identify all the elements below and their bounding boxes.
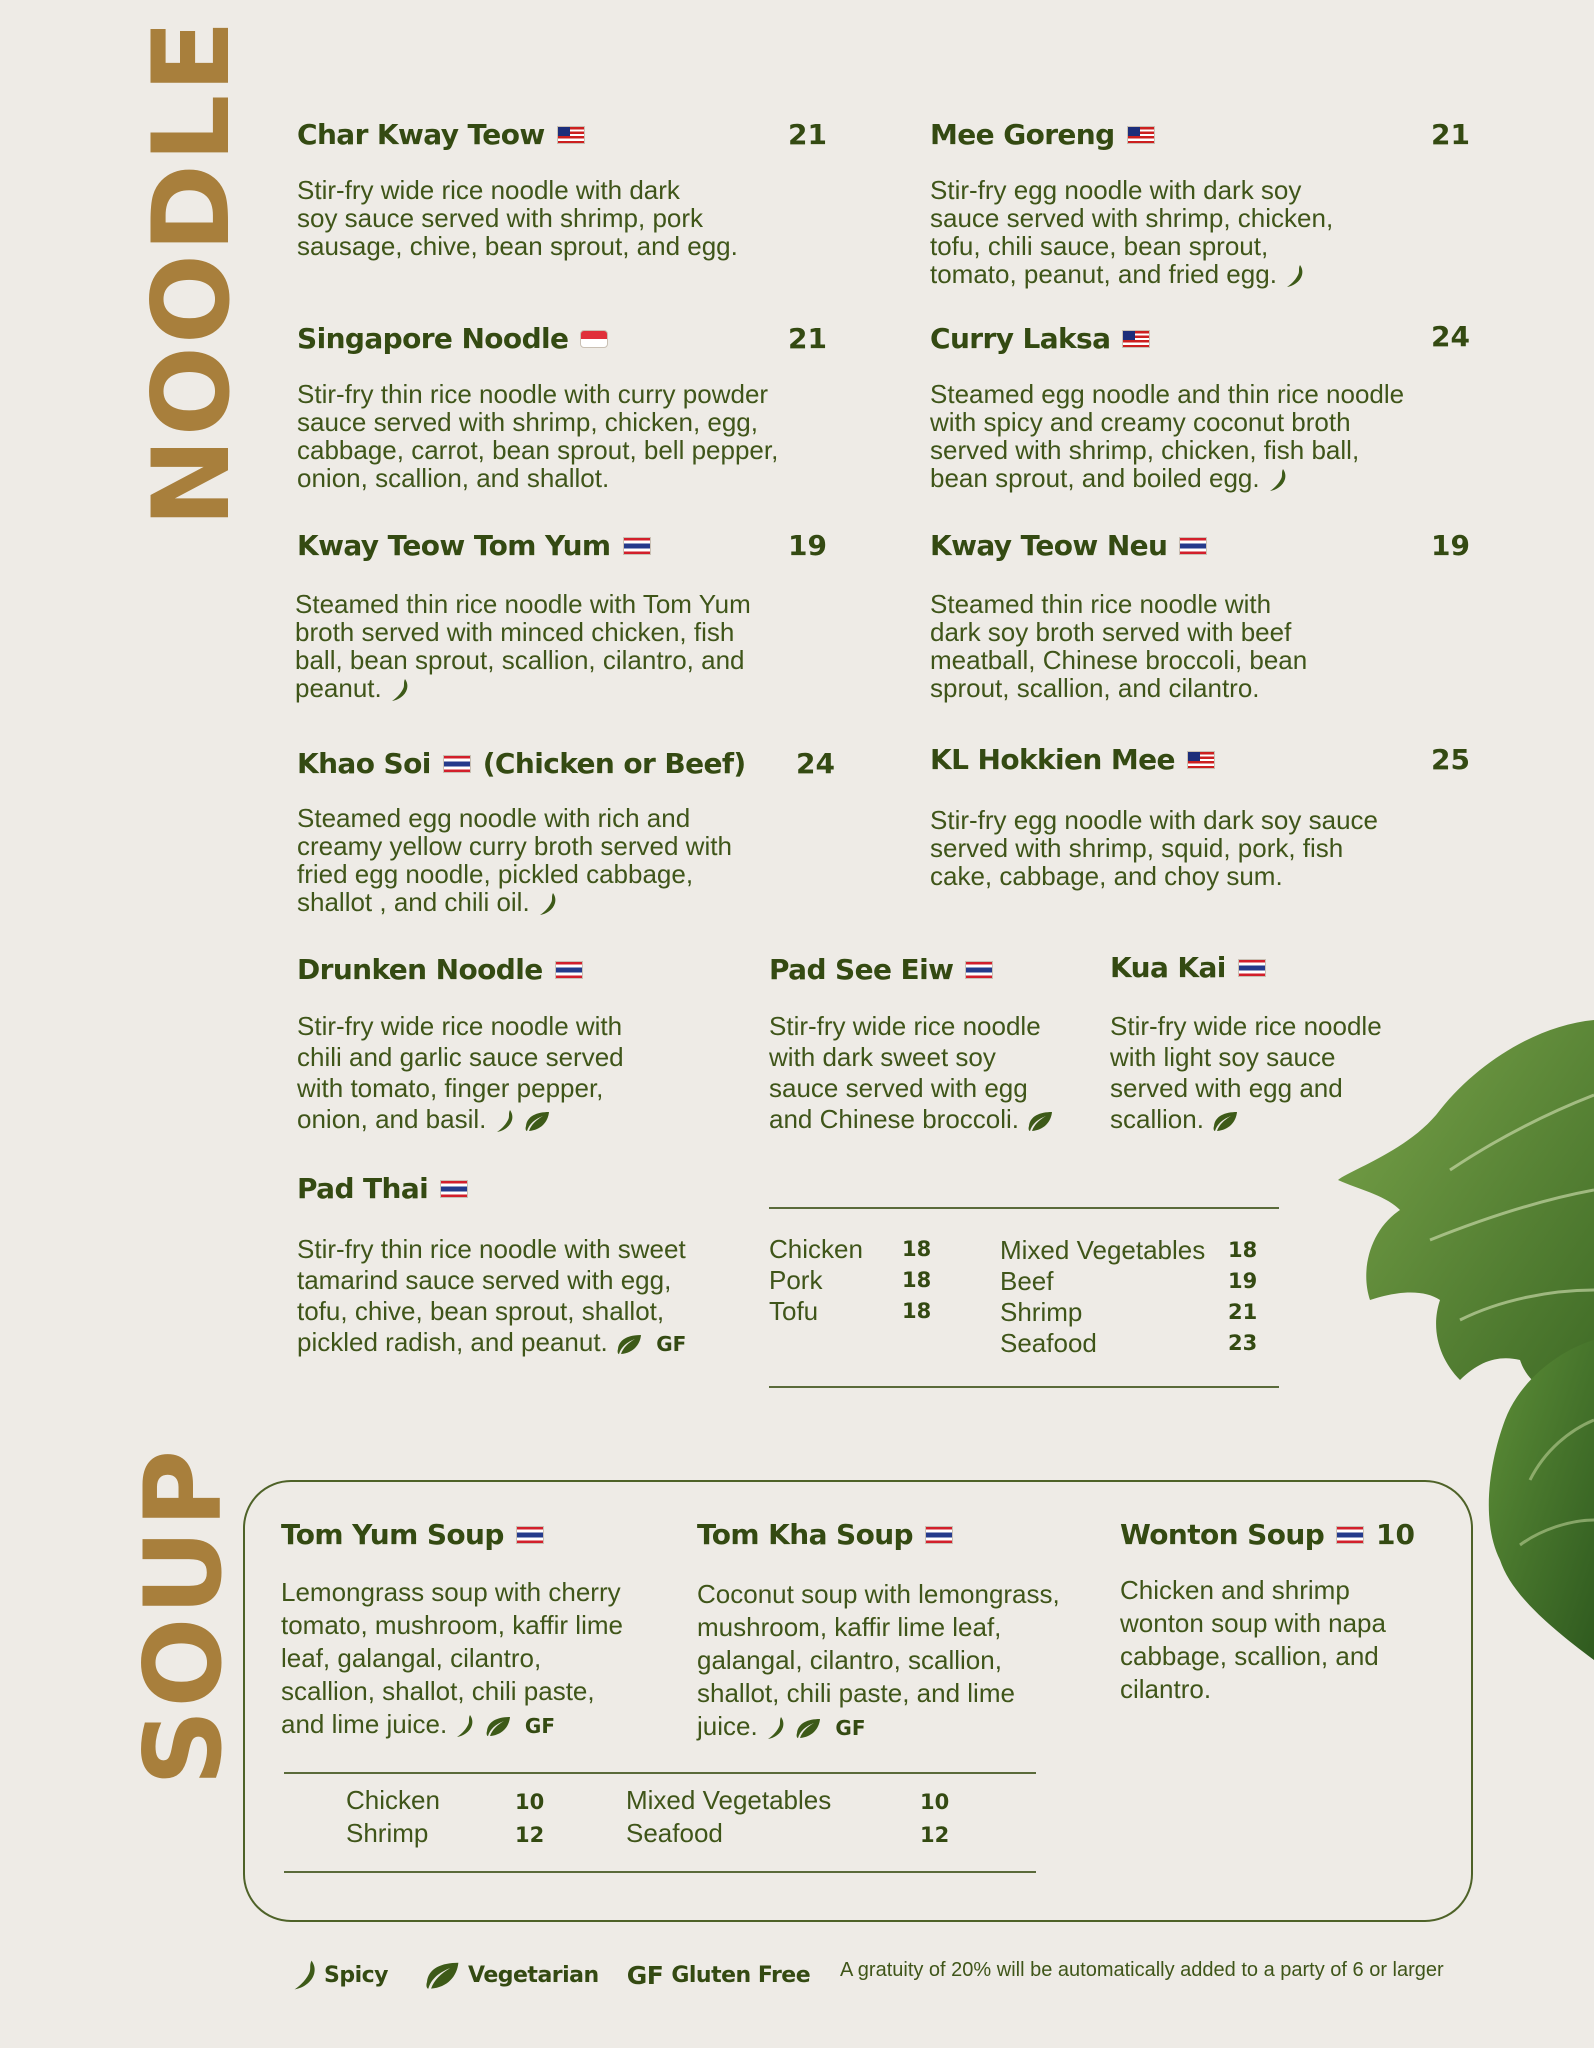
menu-item-kway-teow-neu <box>930 529 1207 562</box>
item-name: Pad Thai <box>297 1172 429 1205</box>
protein-options-left: Chicken Pork Tofu <box>769 1234 863 1326</box>
item-price: 19 <box>788 529 827 562</box>
item-name: Kway Teow Neu <box>930 529 1168 562</box>
item-price: 19 <box>1431 529 1470 562</box>
item-price: 10 <box>1376 1518 1415 1551</box>
chili-pepper-icon <box>389 677 411 703</box>
divider <box>284 1772 1036 1774</box>
gratuity-note: A gratuity of 20% will be automatically added to a party of 6 or larger <box>840 1959 1444 1981</box>
legend-gluten-free: Gluten Free <box>671 1962 811 1988</box>
leaf-icon <box>422 1960 462 1990</box>
leaf-icon <box>1026 1110 1054 1132</box>
chili-pepper-icon <box>1284 263 1306 289</box>
item-description: Stir-fry wide rice noodle with dark soy sauce served with shrimp, pork sausage, chive, bean sprout, and egg. <box>297 175 738 261</box>
menu-item-kl-hokkien-mee <box>930 743 1215 776</box>
item-price: 21 <box>788 322 827 355</box>
thailand-flag-icon <box>555 961 583 979</box>
divider <box>769 1207 1279 1209</box>
item-description: Steamed egg noodle and thin rice noodle with spicy and creamy coconut broth served with shrimp, chicken, fish ball, bean sprout, and boiled egg. <box>930 379 1405 493</box>
thailand-flag-icon <box>623 537 651 555</box>
item-description: Steamed thin rice noodle with dark soy broth served with beef meatball, Chinese broccoli, bean sprout, scallion, and cilantro. <box>930 589 1308 703</box>
item-name: Mee Goreng <box>930 118 1115 151</box>
item-description: Stir-fry thin rice noodle with curry powder sauce served with shrimp, chicken, egg, cabbage, carrot, bean sprout, bell pepper, onion, scallion, and shallot. <box>297 379 779 493</box>
soup-protein-prices-left: 10 12 <box>515 1790 545 1847</box>
item-name: Khao Soi <box>297 747 431 780</box>
soup-protein-options-left: Chicken Shrimp <box>346 1785 440 1848</box>
item-name: Char Kway Teow <box>297 118 545 151</box>
item-price: 24 <box>796 747 835 780</box>
menu-item-mee-goreng <box>930 118 1155 151</box>
singapore-flag-icon <box>580 330 608 348</box>
legend-spicy: Spicy <box>324 1962 389 1988</box>
thailand-flag-icon <box>965 961 993 979</box>
chili-pepper-icon <box>1267 467 1289 493</box>
menu-item-char-kway-teow <box>297 118 585 151</box>
leaf-icon <box>523 1110 551 1132</box>
item-price: 25 <box>1431 743 1470 776</box>
menu-item-kway-teow-tom-yum <box>297 529 651 562</box>
item-name: Kway Teow Tom Yum <box>297 529 611 562</box>
thailand-flag-icon <box>925 1526 953 1544</box>
chili-pepper-icon <box>454 1713 476 1739</box>
menu-item-wonton-soup <box>1120 1518 1364 1551</box>
item-name: Pad See Eiw <box>769 953 954 986</box>
thailand-flag-icon <box>440 1180 468 1198</box>
item-price: 24 <box>1431 320 1470 353</box>
item-name: Drunken Noodle <box>297 953 543 986</box>
item-description: Coconut soup with lemongrass, mushroom, kaffir lime leaf, galangal, cilantro, scallion, shallot, chili paste, and lime juice. GF <box>697 1579 1060 1741</box>
leaf-icon <box>794 1717 822 1739</box>
malaysia-flag-icon <box>1187 751 1215 769</box>
menu-item-khao-soi <box>297 747 746 780</box>
thailand-flag-icon <box>1238 959 1266 977</box>
gluten-free-badge: GF <box>835 1715 866 1740</box>
item-description: Stir-fry thin rice noodle with sweet tamarind sauce served with egg, tofu, chive, bean sprout, shallot, pickled radish, and peanut. GF <box>297 1234 687 1357</box>
legend-vegetarian: Vegetarian <box>468 1962 599 1988</box>
menu-item-singapore-noodle <box>297 322 608 355</box>
item-description: Lemongrass soup with cherry tomato, mushroom, kaffir lime leaf, galangal, cilantro, scallion, shallot, chili paste, and lime juice. GF <box>281 1577 623 1739</box>
malaysia-flag-icon <box>557 126 585 144</box>
item-description: Steamed egg noodle with rich and creamy yellow curry broth served with fried egg noodle, pickled cabbage, shallot , and chili oil. <box>297 803 732 917</box>
gluten-free-badge: GF <box>656 1331 687 1356</box>
menu-item-drunken-noodle <box>297 953 583 986</box>
menu-item-pad-thai <box>297 1172 468 1205</box>
item-description: Stir-fry wide rice noodle with chili and garlic sauce served with tomato, finger pepper, onion, and basil. <box>297 1011 624 1134</box>
thailand-flag-icon <box>1336 1526 1364 1544</box>
item-name: Kua Kai <box>1110 951 1226 984</box>
item-name: Tom Yum Soup <box>281 1518 504 1551</box>
item-description: Stir-fry wide rice noodle with light soy sauce served with egg and scallion. <box>1110 1011 1382 1134</box>
thailand-flag-icon <box>1179 537 1207 555</box>
soup-protein-options-right: Mixed Vegetables Seafood <box>626 1785 832 1848</box>
malaysia-flag-icon <box>1127 126 1155 144</box>
item-name: Curry Laksa <box>930 322 1111 355</box>
gluten-free-badge: GF <box>524 1713 555 1738</box>
item-description: Steamed thin rice noodle with Tom Yum broth served with minced chicken, fish ball, bean sprout, scallion, cilantro, and peanut. <box>295 589 751 703</box>
menu-item-pad-see-eiw <box>769 953 993 986</box>
divider <box>284 1871 1036 1873</box>
item-name-suffix: (Chicken or Beef) <box>482 747 746 780</box>
menu-item-kua-kai <box>1110 951 1266 984</box>
soup-protein-prices-right: 10 12 <box>920 1790 950 1847</box>
item-description: Stir-fry wide rice noodle with dark sweet soy sauce served with egg and Chinese broccoli. <box>769 1011 1054 1135</box>
chili-pepper-icon <box>765 1715 787 1741</box>
item-name: Singapore Noodle <box>297 322 569 355</box>
item-description: Stir-fry egg noodle with dark soy sauce served with shrimp, chicken, tofu, chili sauce, bean sprout, tomato, peanut, and fried egg. <box>930 175 1334 289</box>
protein-options-right: Mixed Vegetables Beef Shrimp Seafood <box>1000 1235 1206 1358</box>
noodle-section-title: NOODLE <box>130 18 253 527</box>
soup-section-title: SOUP <box>122 1447 245 1786</box>
thailand-flag-icon <box>516 1526 544 1544</box>
malaysia-flag-icon <box>1122 330 1150 348</box>
thailand-flag-icon <box>443 755 471 773</box>
divider <box>769 1386 1279 1388</box>
chili-pepper-icon <box>537 891 559 917</box>
legend <box>290 1958 810 1992</box>
menu-item-tom-yum-soup <box>281 1518 544 1551</box>
chili-pepper-icon <box>290 1958 320 1992</box>
item-name: Tom Kha Soup <box>697 1518 913 1551</box>
item-price: 21 <box>1431 118 1470 151</box>
item-name: KL Hokkien Mee <box>930 743 1175 776</box>
item-name: Wonton Soup <box>1120 1518 1325 1551</box>
chili-pepper-icon <box>494 1108 516 1134</box>
protein-prices-right: 18 19 21 23 <box>1228 1238 1258 1355</box>
leaf-icon <box>1211 1110 1239 1132</box>
item-price: 21 <box>788 118 827 151</box>
protein-prices-left: 18 18 18 <box>902 1237 932 1323</box>
menu-item-tom-kha-soup <box>697 1518 953 1551</box>
item-description: Chicken and shrimp wonton soup with napa cabbage, scallion, and cilantro. <box>1120 1575 1386 1704</box>
menu-item-curry-laksa <box>930 322 1150 355</box>
legend-gf-abbr: GF <box>626 1960 664 1990</box>
item-description: Stir-fry egg noodle with dark soy sauce served with shrimp, squid, pork, fish cake, cabbage, and choy sum. <box>930 805 1378 891</box>
leaf-icon <box>615 1333 643 1355</box>
leaf-icon <box>484 1715 512 1737</box>
